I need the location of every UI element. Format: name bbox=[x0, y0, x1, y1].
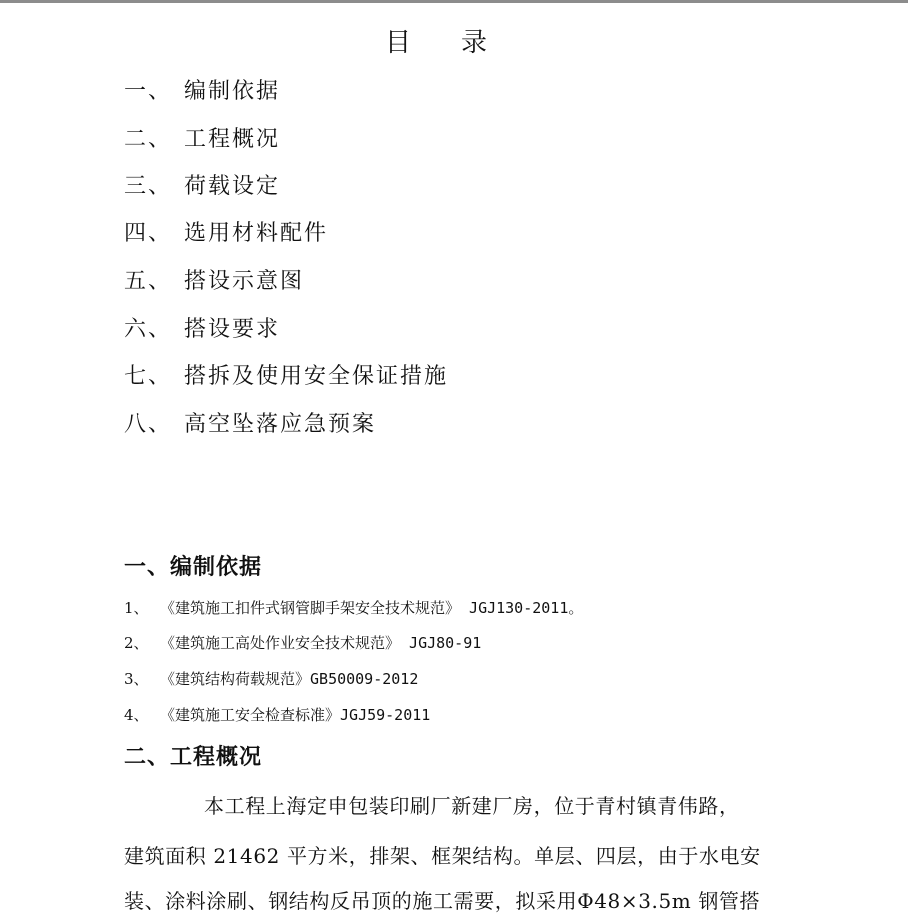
reference-number: 2、 bbox=[124, 634, 149, 652]
toc-item-label: 编制依据 bbox=[184, 79, 281, 104]
toc-item[interactable] bbox=[124, 74, 280, 105]
reference-text: 《建筑施工高处作业安全技术规范》 JGJ80-91 bbox=[160, 634, 482, 652]
toc-item-number: 二、 bbox=[124, 127, 173, 152]
toc-item-label: 搭设要求 bbox=[184, 317, 281, 342]
toc-item-label: 高空坠落应急预案 bbox=[184, 412, 377, 437]
page-top-border bbox=[0, 0, 908, 3]
reference-text: 《建筑施工安全检查标准》JGJ59-2011 bbox=[160, 706, 431, 724]
reference-item bbox=[124, 597, 583, 618]
paragraph-line: 本工程上海定申包装印刷厂新建厂房，位于青村镇青伟路， bbox=[204, 794, 740, 818]
toc-item-number: 四、 bbox=[124, 221, 173, 246]
toc-item-label: 荷载设定 bbox=[184, 174, 281, 199]
toc-item-number: 六、 bbox=[124, 317, 173, 342]
toc-item-number: 八、 bbox=[124, 412, 173, 437]
toc-item-number: 三、 bbox=[124, 174, 173, 199]
toc-item[interactable] bbox=[124, 169, 280, 200]
reference-item bbox=[124, 632, 481, 653]
reference-item bbox=[124, 704, 430, 725]
paragraph-line: 建筑面积 21462 平方米，排架、框架结构。单层、四层，由于水电安 bbox=[124, 844, 761, 868]
toc-item[interactable] bbox=[124, 216, 328, 247]
section-heading: 一、编制依据 bbox=[124, 554, 263, 580]
toc-item-label: 搭拆及使用安全保证措施 bbox=[184, 364, 449, 389]
toc-item-label: 搭设示意图 bbox=[184, 269, 305, 294]
toc-item[interactable] bbox=[124, 312, 280, 343]
toc-item-number: 七、 bbox=[124, 364, 173, 389]
toc-item[interactable] bbox=[124, 264, 304, 295]
reference-number: 4、 bbox=[124, 706, 149, 724]
toc-item-number: 五、 bbox=[124, 269, 173, 294]
toc-item[interactable] bbox=[124, 407, 376, 438]
section-heading: 二、工程概况 bbox=[124, 744, 263, 770]
toc-title: 目录 bbox=[385, 28, 538, 58]
reference-text: 《建筑施工扣件式钢管脚手架安全技术规范》 JGJ130-2011。 bbox=[160, 599, 584, 617]
reference-item bbox=[124, 668, 418, 689]
toc-item-number: 一、 bbox=[124, 79, 173, 104]
paragraph-line: 装、涂料涂刷、钢结构反吊顶的施工需要，拟采用Φ48×3.5m 钢管搭 bbox=[124, 889, 761, 913]
toc-item[interactable] bbox=[124, 122, 280, 153]
toc-item[interactable] bbox=[124, 359, 448, 390]
reference-text: 《建筑结构荷载规范》GB50009-2012 bbox=[160, 670, 419, 688]
reference-number: 3、 bbox=[124, 670, 149, 688]
toc-item-label: 工程概况 bbox=[184, 127, 281, 152]
reference-number: 1、 bbox=[124, 599, 149, 617]
toc-item-label: 选用材料配件 bbox=[184, 221, 329, 246]
